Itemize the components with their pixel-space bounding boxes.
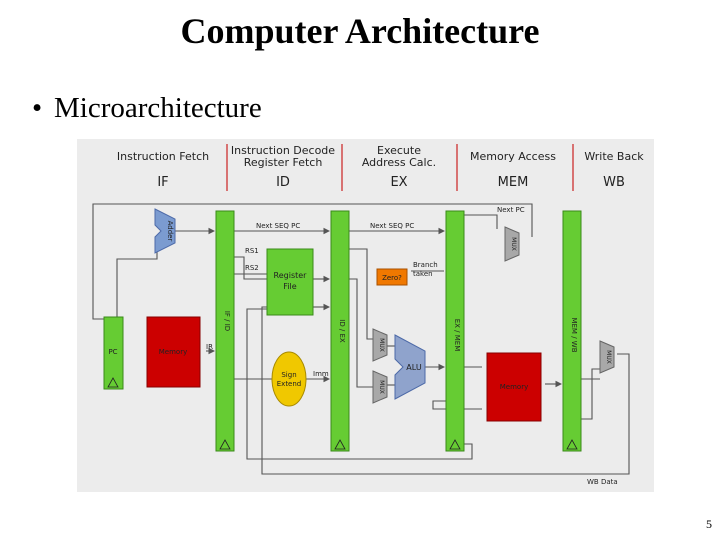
mem-wb-label: MEM / WB	[570, 317, 578, 353]
pc-register	[104, 317, 123, 389]
next-pc-label: Next PC	[497, 206, 525, 214]
stage-wb-abbr: WB	[603, 175, 625, 190]
mux-alu-a	[373, 329, 387, 361]
sign-extend	[272, 352, 306, 406]
rs2-label: RS2	[245, 264, 259, 272]
bullet-text: Microarchitecture	[54, 92, 262, 124]
if-id-label: IF / ID	[223, 310, 231, 332]
stage-if-title: Instruction Fetch	[116, 150, 210, 163]
register-file	[267, 249, 313, 315]
wb-data-label: WB Data	[587, 478, 618, 486]
mux-write-back	[600, 341, 614, 373]
slide-number: 5	[706, 517, 712, 531]
stage-wb-title: Write Back	[584, 150, 644, 163]
adder-label: Adder	[166, 220, 174, 242]
bullet-item	[32, 92, 262, 125]
mux-label: MUX	[510, 237, 517, 251]
instruction-memory	[147, 317, 200, 387]
bullet-dot: •	[32, 92, 43, 124]
register-file-label-2: File	[283, 282, 297, 291]
id-ex-register	[331, 211, 349, 451]
stage-ex-subtitle: Address Calc.	[361, 156, 437, 169]
stage-mem-abbr: MEM	[497, 175, 529, 190]
if-id-register	[216, 211, 234, 451]
mux-label: MUX	[605, 350, 612, 364]
next-seq-pc-label-2: Next SEQ PC	[370, 222, 415, 230]
id-ex-label: ID / EX	[338, 319, 346, 343]
pc-label: PC	[108, 348, 118, 356]
zero-label: Zero?	[382, 274, 402, 282]
pipeline-diagram	[77, 139, 654, 492]
mux-label: MUX	[378, 380, 385, 394]
mux-label: MUX	[378, 338, 385, 352]
stage-id-title: Instruction Decode	[230, 144, 336, 157]
data-memory	[487, 353, 541, 421]
branch-taken-label-1: Branch	[413, 261, 438, 269]
branch-taken-label-2: taken	[413, 270, 433, 278]
alu-label: ALU	[406, 363, 422, 372]
slide-title: Computer Architecture	[180, 11, 540, 51]
stage-ex-abbr: EX	[390, 175, 408, 190]
mem-wb-register	[563, 211, 581, 451]
next-seq-pc-label-1: Next SEQ PC	[256, 222, 301, 230]
zero-check	[377, 269, 407, 285]
stage-id-abbr: ID	[276, 175, 290, 190]
instr-memory-label: Memory	[158, 348, 188, 356]
imm-label: Imm	[313, 370, 329, 378]
ir-label: IR	[206, 343, 213, 351]
sign-extend-label-1: Sign	[281, 371, 297, 379]
mux-next-pc	[505, 227, 519, 261]
mux-alu-b	[373, 371, 387, 403]
stage-id-subtitle: Register Fetch	[243, 156, 323, 169]
ex-mem-register	[446, 211, 464, 451]
stage-mem-title: Memory Access	[470, 150, 556, 163]
rs1-label: RS1	[245, 247, 259, 255]
stage-if-abbr: IF	[157, 175, 169, 190]
register-file-label-1: Register	[273, 271, 307, 280]
sign-extend-label-2: Extend	[276, 380, 302, 388]
stage-ex-title: Execute	[377, 144, 421, 157]
ex-mem-label: EX / MEM	[453, 318, 461, 352]
data-memory-label: Memory	[499, 383, 529, 391]
